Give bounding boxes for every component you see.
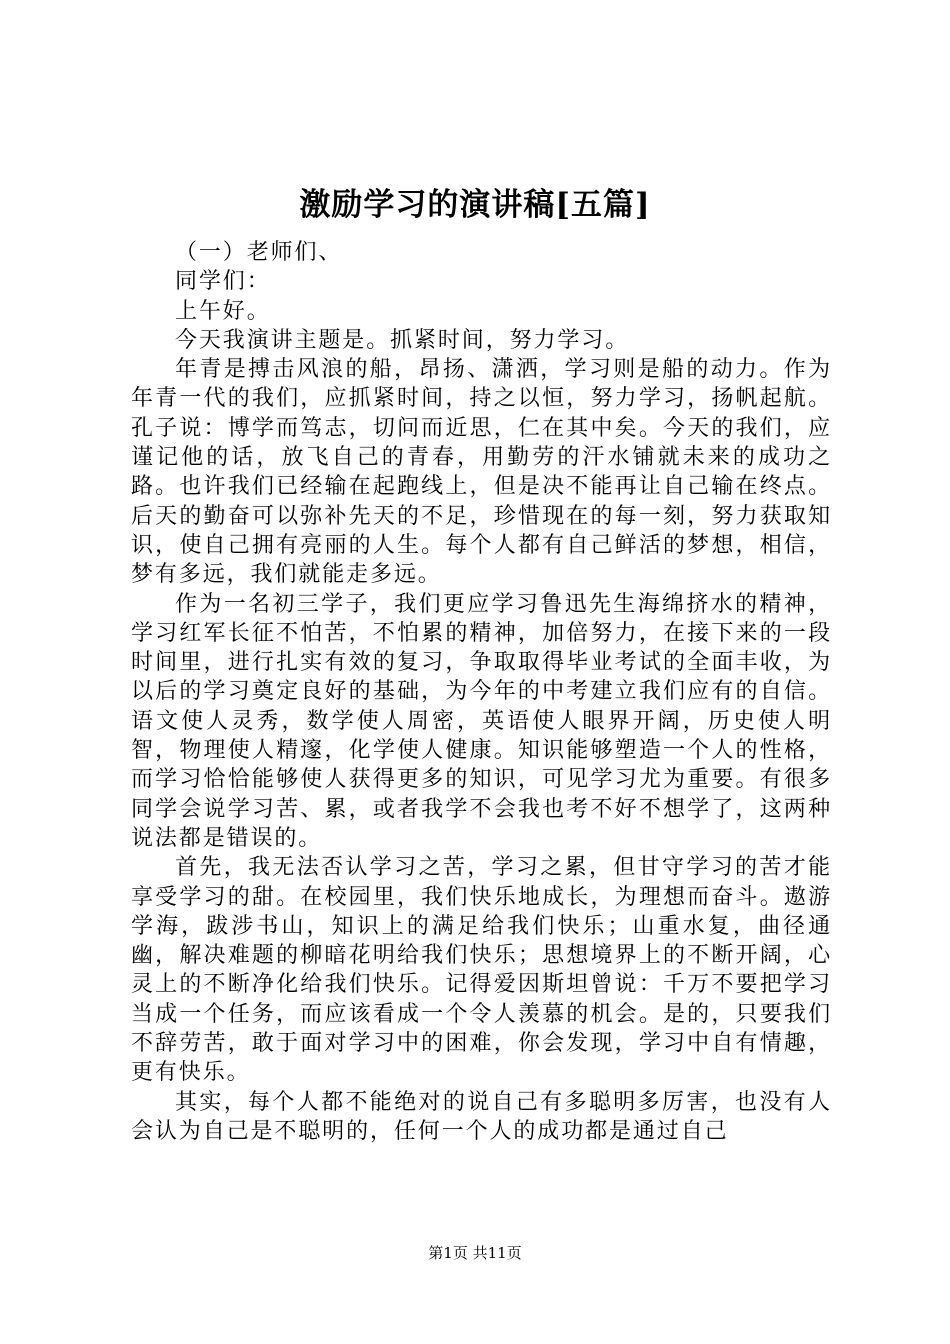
paragraph: 年青是搏击风浪的船，昂扬、潇洒，学习则是船的动力。作为年青一代的我们，应抓紧时间，持之以恒，努力学习，扬帆起航。孔子说：博学而笃志，切问而近思，仁在其中矣。今天的我们，应谨记他的话，放飞自己的青春，用勤劳的汗水铺就未来的成功之路。也许我们已经输在起跑线上，但是决不能再让自己输在终点。后天的勤奋可以弥补先天的不足，珍惜现在的每一刻，努力获取知识，使自己拥有亮丽的人生。每个人都有自己鲜活的梦想，相信，梦有多远，我们就能走多远。 [131, 357, 832, 588]
paragraph: 作为一名初三学子，我们更应学习鲁迅先生海绵挤水的精神，学习红军长征不怕苦，不怕累的精神，加倍努力，在接下来的一段时间里，进行扎实有效的复习，争取取得毕业考试的全面丰收，为以后的学习奠定良好的基础，为今年的中考建立我们应有的自信。语文使人灵秀，数学使人周密，英语使人眼界开阔，历史使人明智，物理使人精邃，化学使人健康。知识能够塑造一个人的性格，而学习恰恰能够使人获得更多的知识，可见学习尤为重要。有很多同学会说学习苦、累，或者我学不会我也考不好不想学了，这两种说法都是错误的。 [131, 591, 832, 851]
paragraph: 同学们： [175, 269, 271, 295]
paragraph: 首先，我无法否认学习之苦，学习之累，但甘守学习的苦才能享受学习的甜。在校园里，我们快乐地成长，为理想而奋斗。遨游学海，跋涉书山，知识上的满足给我们快乐；山重水复，曲径通幽，解决难题的柳暗花明给我们快乐；思想境界上的不断开阔，心灵上的不断净化给我们快乐。记得爱因斯坦曾说：千万不要把学习当成一个任务，而应该看成一个令人羡慕的机会。是的，只要我们不辞劳苦，敢于面对学习中的困难，你会发现，学习中自有情趣，更有快乐。 [131, 855, 832, 1086]
paragraph: （一）老师们、 [175, 240, 343, 265]
page-footer: 第1页 共11页 [428, 1244, 522, 1262]
paragraph: 其实，每个人都不能绝对的说自己有多聪明多厉害，也没有人会认为自己是不聪明的，任何一个人的成功都是通过自己 [131, 1089, 832, 1144]
document-body [131, 238, 832, 1146]
paragraph: 上午好。 [175, 298, 271, 324]
paragraph: 今天我演讲主题是。抓紧时间，努力学习。 [175, 327, 630, 353]
document-title: 激励学习的演讲稿[五篇] [299, 187, 651, 223]
